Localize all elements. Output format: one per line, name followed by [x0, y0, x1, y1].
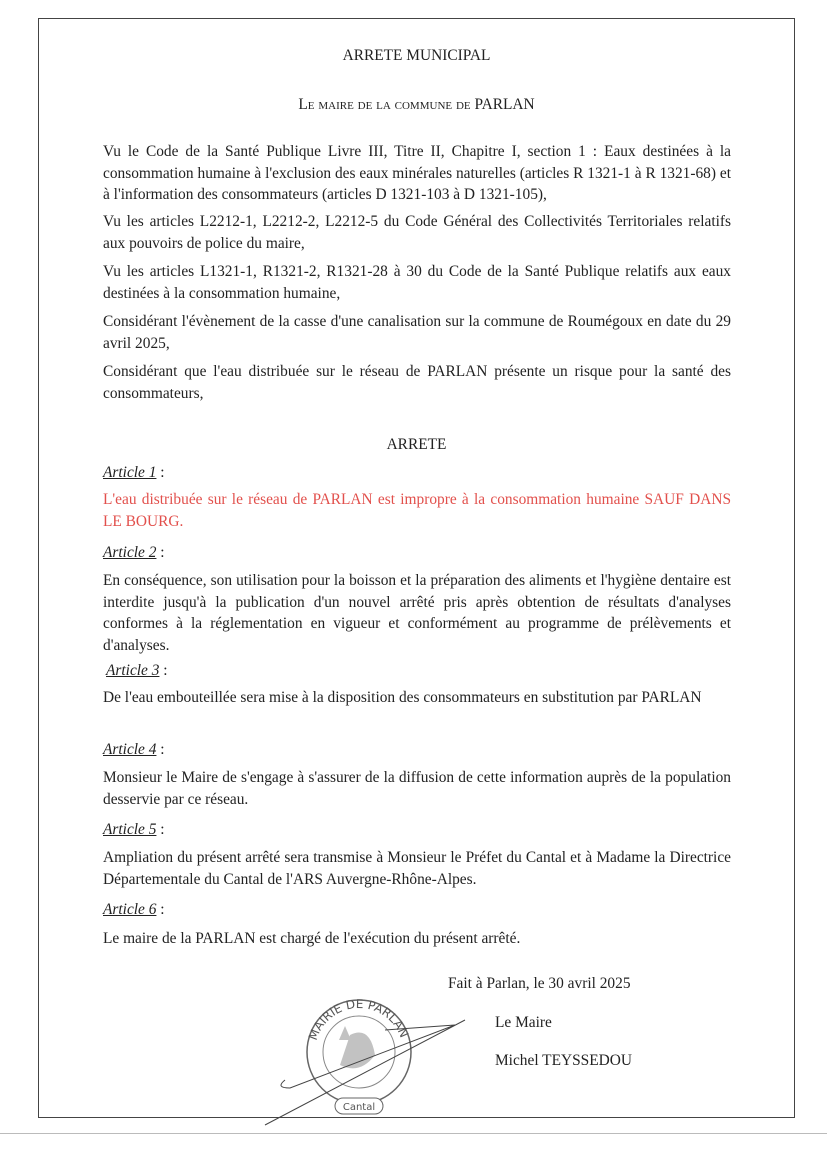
preamble-4: Considérant l'évènement de la casse d'une canalisation sur la commune de Roumégoux en date du 29 avril 2025, [103, 313, 731, 352]
page-bottom-edge [0, 1133, 827, 1134]
article-1-label [103, 462, 731, 484]
signatory-name: Michel TEYSSEDOU [495, 1052, 632, 1069]
article-label: Article 5 [103, 821, 157, 838]
preamble-2: Vu les articles L2212-1, L2212-2, L2212-5 du Code Général des Collectivités Territoriales relatifs aux pouvoirs de police du maire, [103, 213, 731, 252]
document-subtitle: Le maire de la commune de PARLAN [298, 96, 535, 113]
colon: : [156, 464, 165, 481]
article-2-text: En conséquence, son utilisation pour la boisson et la préparation des aliments et l'hygiène dentaire est interdite jusqu'à la publication d'un nouvel arrêté pris après obtention de résultats d'analyses conformes à la réglementation en vigueur et conformément au programme de prélèvements et d'analyses. [103, 572, 731, 654]
colon: : [156, 544, 165, 561]
mairie-stamp-and-signature [255, 990, 495, 1130]
svg-text:MAIRIE DE PARLAN: MAIRIE DE PARLAN [305, 996, 412, 1043]
signatory-role: Le Maire [495, 1014, 552, 1031]
svg-text:Cantal: Cantal [342, 1102, 376, 1113]
preamble-3: Vu les articles L1321-1, R1321-2, R1321-28 à 30 du Code de la Santé Publique relatifs aux eaux destinées à la consommation humaine, [103, 263, 731, 302]
article-label: Article 4 [103, 741, 157, 758]
article-4-label [103, 739, 731, 761]
article-label: Article 1 [103, 464, 157, 481]
article-label: Article 3 [106, 662, 160, 679]
article-6-text: Le maire de la PARLAN est chargé de l'exécution du présent arrêté. [103, 930, 521, 947]
article-label: Article 6 [103, 901, 157, 918]
article-3-label [106, 660, 734, 682]
colon: : [156, 741, 165, 758]
article-label: Article 2 [103, 544, 157, 561]
article-1-text: L'eau distribuée sur le réseau de PARLAN est impropre à la consommation humaine SAUF DANS LE BOURG. [103, 491, 731, 530]
article-3-text: De l'eau embouteillée sera mise à la disposition des consommateurs en substitution par PARLAN [103, 689, 702, 706]
colon: : [159, 662, 168, 679]
preamble-1: Vu le Code de la Santé Publique Livre III, Titre II, Chapitre I, section 1 : Eaux destinées à la consommation humaine à l'exclusion des eaux minérales naturelles (articles R 1321-1 à R 1321-68) et à l'information des consommateurs (articles D 1321-103 à D 1321-105), [103, 143, 731, 203]
article-2-label [103, 542, 731, 564]
colon: : [156, 821, 165, 838]
article-4-text: Monsieur le Maire de s'engage à s'assurer de la diffusion de cette information auprès de la population desservie par ce réseau. [103, 769, 731, 808]
article-5-text: Ampliation du présent arrêté sera transmise à Monsieur le Préfet du Cantal et à Madame la Directrice Départementale du Cantal de l'ARS Auvergne-Rhône-Alpes. [103, 849, 731, 888]
article-5-label [103, 819, 731, 841]
decision-heading: ARRETE [386, 436, 447, 453]
colon: : [156, 901, 165, 918]
article-6-label [103, 899, 731, 921]
place-date: Fait à Parlan, le 30 avril 2025 [448, 975, 631, 992]
preamble-5: Considérant que l'eau distribuée sur le réseau de PARLAN présente un risque pour la santé des consommateurs, [103, 363, 731, 402]
document-title: ARRETE MUNICIPAL [342, 47, 491, 64]
